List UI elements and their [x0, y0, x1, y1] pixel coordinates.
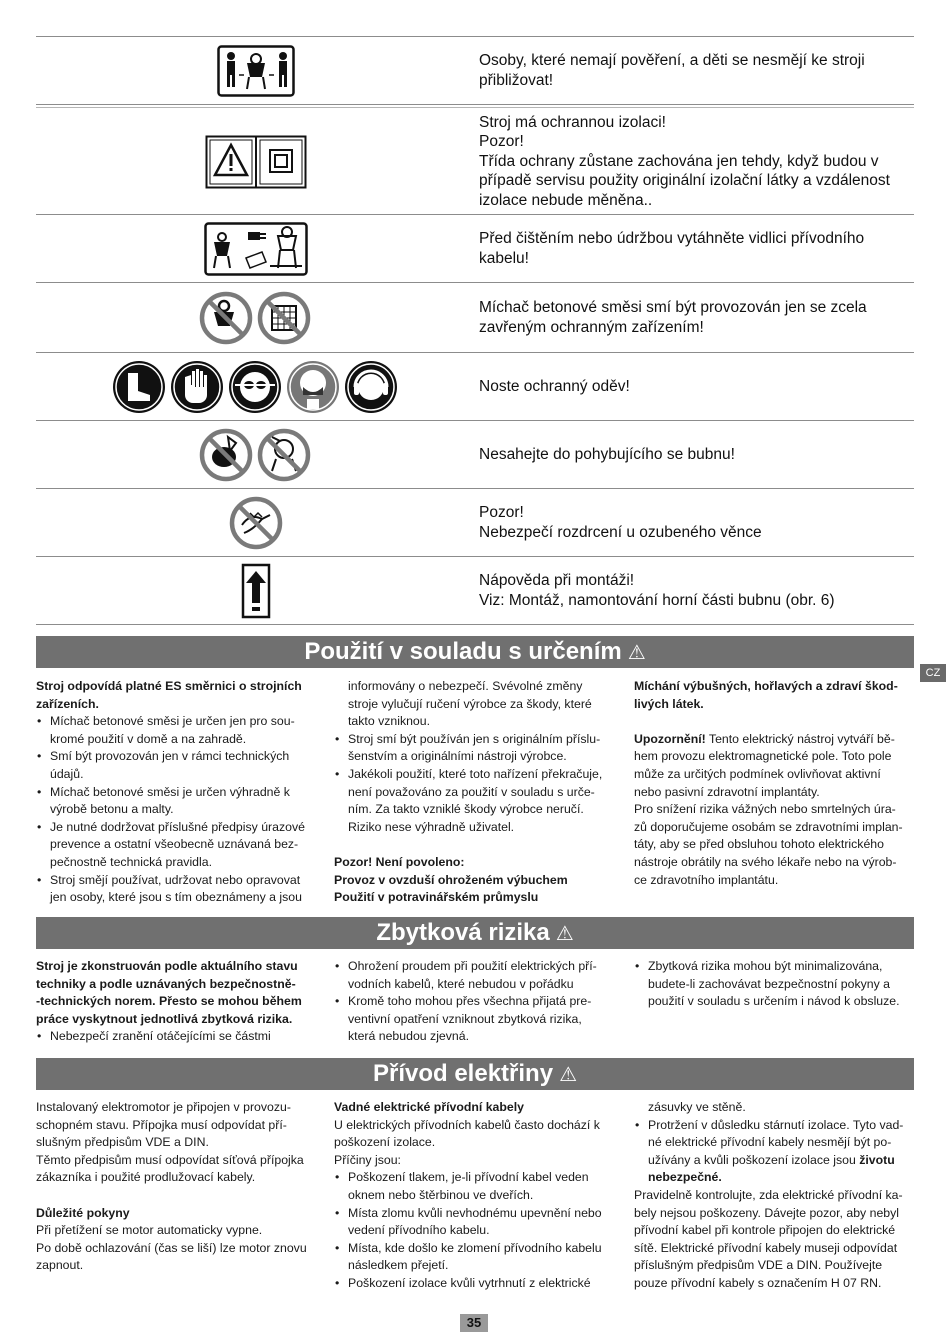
symbol-icons — [36, 563, 476, 619]
symbol-text: Před čištěním nebo údržbou vytáhněte vidlici přívodního kabelu! — [479, 230, 865, 267]
list-item: • Poškození izolace kvůli vytrhnutí z elektrické — [334, 1275, 618, 1293]
list-item: • Stroj smějí používat, udržovat nebo opravovat jen osoby, které jsou s tím obeznámeny a jsou — [36, 872, 316, 907]
symbol-row-guard — [36, 282, 914, 352]
persons-distance-icon — [217, 45, 295, 97]
list-item: • Jakékoli použití, které toto nařízení překračuje, není považováno za použití v souladu s urče- ním. Za takto vzniklé škody výrobce neručí. Riziko nese výhradně uživatel. — [334, 766, 618, 836]
warning-icon: ⚠ — [627, 642, 646, 664]
symbol-text: Stroj má ochrannou izolaci! Pozor! Třída ochrany zůstane zachována jen tehdy, když budou v případě servisu použity originální izolační látky a vzdálenost izolace nebude měněna.. — [479, 113, 890, 209]
list-item: • Zbytková rizika mohou být minimalizována, budete-li zachovávat bezpečnostní pokyny a použití v souladu s určením i návod k obsluze. — [634, 958, 914, 1011]
power-column-1: Instalovaný elektromotor je připojen v provozu- schopném stavu. Přípojka musí odpovídat pří- slušným předpisům VDE a DIN. Těmto předpisům musí odpovídat síťová přípojka zákazníka i použité prodlužovací kabely. Důležité pokyny Při přetížení se motor automaticky vypne. Po době ochlazování (čas se liší) lze motor znovu zapnout. — [36, 1100, 307, 1273]
warning-icon: ⚠ — [559, 1064, 577, 1086]
symbol-text: Noste ochranný oděv! — [479, 377, 630, 395]
symbol-icons — [36, 359, 476, 415]
section-heading-power: Přívod elektřiny ⚠ — [36, 1058, 914, 1090]
symbol-icons — [36, 427, 476, 483]
symbol-text: Míchač betonové směsi smí být provozován jen se zcela zavřeným ochranným zařízením! — [479, 299, 867, 336]
usage-column-1: Stroj odpovídá platné ES směrnici o strojních zařízeních. • Míchač betonové směsi je určen jen pro sou- kromé použití v domě a na zahradě. • Smí být provozován jen v rámci technických údajů. • Míchač betonové směsi je určen výhradně k výrobě betonu a malty. • Je nutné dodržovat příslušné předpisy úrazové prevence a ostatní všeobecně uznávaná bez- pečnostně technická pravidla. • Stroj smějí používat, udržovat nebo opravovat jen osoby, které jsou s tím obeznámeny a jsou — [36, 678, 316, 907]
list-item: • Stroj smí být používán jen s originálním příslu- šenstvím a originálními nástroji výrobce. — [334, 731, 618, 766]
section-heading-usage: Použití v souladu s určením ⚠ — [36, 636, 914, 668]
symbol-text: Nápověda při montáži! Viz: Montáž, namontování horní části bubnu (obr. 6) — [479, 572, 835, 609]
protective-clothing-icon — [111, 359, 401, 415]
symbol-icons — [36, 135, 476, 189]
list-item: • Poškození tlakem, je-li přívodní kabel veden oknem nebo štěrbinou ve dveřích. — [334, 1169, 618, 1204]
list-item: • Smí být provozován jen v rámci technických údajů. — [36, 748, 316, 783]
symbol-row-no-reach — [36, 420, 914, 488]
residual-column-2 — [334, 958, 618, 1046]
no-reach-into-drum-icon — [198, 427, 314, 483]
page-number: 35 — [460, 1314, 488, 1332]
usage-column-3: Míchání výbušných, hořlavých a zdraví škod- livých látek. Upozornění! Tento elektrický nástroj vytváří bě- hem provozu elektromagnetické pole. Toto pole může za určitých podmínek ovlivňovat aktivní nebo pasivní zdravotní implantáty. Pro snížení rizika vážných nebo smrtelných úra- zů doporučujeme osobám se zdravotními implan- táty, aby se před obsluhou tohoto elektrického nástroje obrátily na svého lékaře nebo na výrob- ce zdravotního implantátu. — [634, 679, 903, 887]
list-item: • Míchač betonové směsi je určen výhradně k výrobě betonu a malty. — [36, 784, 316, 819]
symbol-icons — [36, 45, 476, 97]
symbol-row-unplug — [36, 214, 914, 282]
usage-column-2: informovány o nebezpečí. Svévolné změny stroje vylučují ručení výrobce za škody, které takto vzniknou. • Stroj smí být používán jen s originálním příslu- šenstvím a originálními nástroji výrobce. • Jakékoli použití, které toto nařízení překračuje, není považováno za použití v souladu s urče- ním. Za takto vzniklé škody výrobce neručí. Riziko nese výhradně uživatel. Pozor! Není povoleno: Provoz v ovzduší ohroženém výbuchem Použití v potravinářském průmyslu — [334, 678, 618, 907]
symbol-icons — [36, 222, 476, 276]
safety-symbols-table — [36, 36, 914, 625]
protection-class-ii-icon — [205, 135, 307, 189]
symbol-icons — [36, 495, 476, 551]
symbol-row-crushing — [36, 488, 914, 556]
list-item: • Je nutné dodržovat příslušné předpisy úrazové prevence a ostatní všeobecně uznávaná bez- pečnostně technická pravidla. — [36, 819, 316, 872]
list-item: • Míchač betonové směsi je určen jen pro sou- kromé použití v domě a na zahradě. — [36, 713, 316, 748]
list-item: • Kromě toho mohou přes všechna přijatá pre- ventivní opatření vzniknout zbytková rizika, která nebudou zjevná. — [334, 993, 618, 1046]
symbol-text: Osoby, které nemají pověření, a děti se nesmějí ke stroji přibližovat! — [479, 52, 865, 89]
assembly-hint-icon — [241, 563, 271, 619]
list-item: • Ohrožení proudem při použití elektrických pří- vodních kabelů, které nebudou v pořádku — [334, 958, 618, 993]
symbol-icons — [36, 290, 476, 346]
symbol-row-persons — [36, 36, 914, 104]
symbol-row-protective-clothing — [36, 352, 914, 420]
residual-column-1: Stroj je zkonstruován podle aktuálního stavu techniky a podle uznávaných bezpečnostně- -technických norem. Přesto se mohou během práce vyskytnout jednotlivá zbytková rizika. • Nebezpečí zranění otáčejícími se částmi — [36, 958, 320, 1046]
language-tab: CZ — [920, 664, 946, 682]
crushing-hazard-icon — [228, 495, 284, 551]
warning-icon: ⚠ — [555, 923, 574, 945]
symbol-row-assembly — [36, 556, 914, 624]
power-column-2: Vadné elektrické přívodní kabely U elektrických přívodních kabelů často dochází k poškození izolace. Příčiny jsou: • Poškození tlakem, je-li přívodní kabel veden oknem nebo štěrbinou ve dveřích. • Místa zlomu kvůli nevhodnému upevnění nebo vedení přívodního kabelu. • Místa, kde došlo ke zlomení přívodního kabelu následkem přejetí. • Poškození izolace kvůli vytrhnutí z elektrické — [334, 1099, 618, 1293]
section-heading-residual: Zbytková rizika ⚠ — [36, 917, 914, 949]
residual-column-3 — [634, 958, 914, 1011]
power-column-3: zásuvky ve stěně. • Protržení v důsledku stárnutí izolace. Tyto vad- né elektrické přívodní kabely nesmějí být po- užívány a kvůli poškození izolace jsou životu nebezpečné. Pravidelně kontrolujte, zda elektrické přívodní ka- bely nejsou poškozeny. Dávejte pozor, aby nebyl přívodní kabel při kontrole připojen do elektrické sítě. Elektrické přívodní kabely museji odpovídat příslušným předpisům VDE a DIN. Používejte pouze přívodní kabely s označením H 07 RN. — [634, 1099, 914, 1293]
unplug-before-cleaning-icon — [204, 222, 308, 276]
guard-required-icon — [198, 290, 314, 346]
list-item: • Protržení v důsledku stárnutí izolace. Tyto vad- né elektrické přívodní kabely nesmějí být po- užívány a kvůli poškození izolace jsou životu nebezpečné. — [634, 1117, 914, 1187]
symbol-row-protection-class — [36, 104, 914, 214]
symbol-text: Pozor! Nebezpečí rozdrcení u ozubeného věnce — [479, 504, 762, 541]
symbol-text: Nesahejte do pohybujícího se bubnu! — [479, 445, 735, 463]
list-item: • Místa zlomu kvůli nevhodnému upevnění nebo vedení přívodního kabelu. — [334, 1205, 618, 1240]
list-item: • Nebezpečí zranění otáčejícími se částmi — [36, 1028, 320, 1046]
list-item: • Místa, kde došlo ke zlomení přívodního kabelu následkem přejetí. — [334, 1240, 618, 1275]
